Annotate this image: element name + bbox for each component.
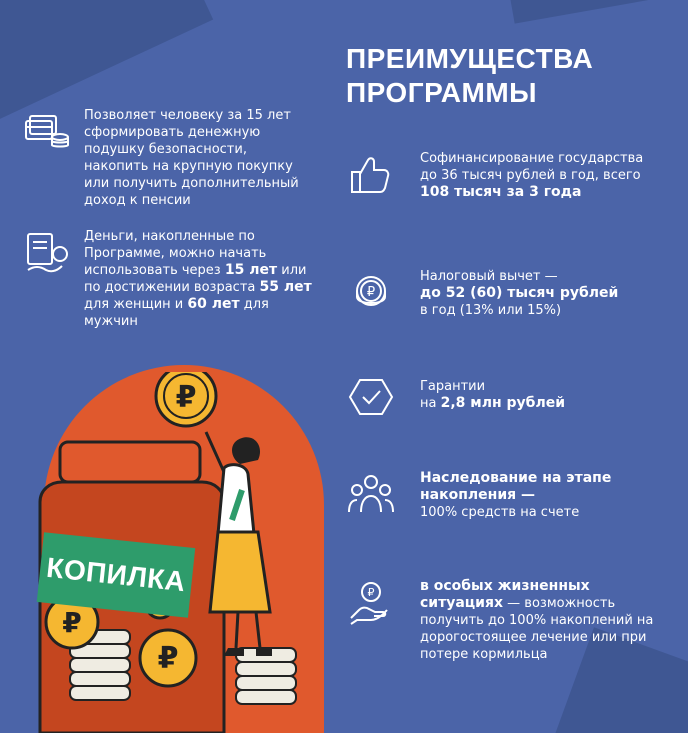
svg-text:₽: ₽ <box>366 285 376 300</box>
right-item-5 <box>346 578 676 663</box>
thumbs-up-icon <box>346 150 396 200</box>
right-item-3-text: Гарантии на 2,8 млн рублей <box>420 379 566 411</box>
page-title <box>346 42 666 110</box>
svg-text:₽: ₽ <box>367 586 375 599</box>
shield-check-icon <box>346 372 396 422</box>
right-item-1-text: Софинансирование государства до 36 тысяч рублей в год, всего 108 тысяч за 3 года <box>420 151 644 200</box>
svg-text:₽: ₽ <box>62 606 82 639</box>
family-icon <box>346 470 396 520</box>
left-item-1 <box>22 107 322 209</box>
left-item-2-text: Деньги, накопленные по Программе, можно начать использовать через 15 лет или по достижении возраста 55 лет для женщин и 60 лет для мужчин <box>84 229 312 329</box>
right-item-4-text: Наследование на этапе накопления — 100% средств на счете <box>420 470 612 520</box>
left-item-2 <box>22 228 322 330</box>
document-hand-coin-icon <box>22 228 72 278</box>
bg-shape <box>508 0 673 24</box>
right-item-2 <box>346 268 666 319</box>
right-item-3 <box>346 372 666 422</box>
left-item-1-text-content: Позволяет человеку за 15 лет сформировать денежную подушку безопасности, накопить на крупную покупку или получить дополнительный доход к пенсии <box>84 108 299 208</box>
left-item-1-text <box>84 107 314 209</box>
svg-text:₽: ₽ <box>157 641 179 676</box>
title-line2: ПРОГРАММЫ <box>346 77 538 108</box>
svg-text:₽: ₽ <box>175 380 197 415</box>
right-item-5-text: в особых жизненных ситуациях — возможность получить до 100% накоплений на дорогостоящее лечение или при потере кормильца <box>420 578 654 662</box>
right-item-2-text: Налоговый вычет — до 52 (60) тысяч рублей в год (13% или 15%) <box>420 269 619 318</box>
jar-label-text: КОПИЛКА <box>45 551 188 598</box>
hand-coin-icon <box>346 578 396 628</box>
right-item-4 <box>346 470 666 521</box>
title-line1: ПРЕИМУЩЕСТВА <box>346 43 594 74</box>
right-item-1 <box>346 150 666 201</box>
cards-coins-icon <box>22 107 72 157</box>
ruble-coin-icon <box>346 268 396 318</box>
